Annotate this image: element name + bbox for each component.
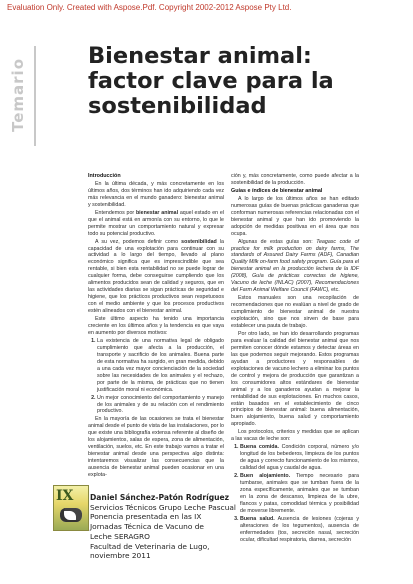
title-line: Bienestar animal:: [88, 43, 312, 69]
paragraph: Los protocolos, criterios y medidas que se aplican a las vacas de leche son:: [231, 429, 359, 443]
list-item: 1. La existencia de una normativa legal de obligado cumplimiento que afecta a la producción, el transporte y sacrificio de los animales. Buena parte de esta normativa ha surgido, en gran medida, debido a una cada vez mayor concienciación de la sociedad sobre las necesidades de los animales y el rechazo, por parte de la misma, de prácticas que no tienen justificación moral ni económica.: [97, 338, 224, 394]
list-item: 3. Buena salud. Ausencia de lesiones (cojeras y alteraciones de los tegumentos), ausencia de enfermedades (tos, secreción nasal, secreción ocular, dificultad respiratoria, diarrea, secreción: [240, 516, 359, 544]
paragraph: Entendemos por bienestar animal aquel estado en el que el animal está en armonía con su entorno, lo que le permite mostrar un comportamiento natural y expresar todo su potencial productivo.: [88, 209, 224, 237]
paragraph: En la última década, y más concretamente en los últimos años, dos términos han ido adquiriendo cada vez más relevancia en el mundo ganadero: bienestar animal y sostenibilidad.: [88, 180, 224, 208]
author-line: Leche SERAGRO: [90, 531, 150, 541]
left-column: [88, 173, 224, 480]
title-line: sostenibilidad: [88, 93, 267, 119]
paragraph: A lo largo de los últimos años se han editado numerosas guías de buenas prácticas ganaderas que conforman numerosas referencias relacionadas con el bienestar animal y que han ido promoviendo la adopción de medidas positivas en el área que nos ocupa.: [231, 195, 359, 237]
list-item: 2. Un mejor conocimiento del comportamiento y manejo de los animales y de su relación con el rendimiento productivo.: [97, 395, 224, 416]
paragraph: Por otro lado, se han ido desarrollando programas para evaluar la calidad del bienestar animal que nos permiten conocer dónde estamos y detectar áreas en las que podemos seguir mejorando. Estos programas ayudan a productores y responsables de explotaciones de vacuno lechero a eliminar los puntos de control y mejora de producción que garantizan a los consumidores altos estándares de bienestar animal y a los ganaderos ayudan a mejorar la rentabilidad de sus explotaciones. En muchos casos, están basados en el establecimiento de cinco principios de bienestar animal: buena alimentación, buen alojamiento, buena salud y comportamiento apropiado.: [231, 330, 359, 428]
section-label-text: Temario: [9, 57, 28, 133]
list-item: 1. Buena comida. Condición corporal, número y/o longitud de los bebederos, limpieza de los puntos de agua y correcto funcionamiento de los mismos, calidad del agua y caudal de agua.: [240, 444, 359, 472]
paragraph: A su vez, podemos definir como sostenibilidad la capacidad de una explotación para continuar con su actividad a lo largo del tiempo, llevado al plano económico significa que es imprescindible que sea rentable, si bien esta rentabilidad no se puede lograr de cualquier forma, debe conseguirse cumpliendo que los alimentos producidos sean de calidad y seguros, que en las actividades diarias se sigan prácticas de seguridad e higiene, que los prácticos productivos sean respetuosos con el medio ambiente y que los procesos productivos estén alineados con el bienestar animal.: [88, 238, 224, 315]
paragraph: Algunas de estas guías son: Teagasc code of practice for milk production on dairy farms, The standards of Assured Dairy Farms (ADF), Canadian Quality Milk on-farm food safety program. Guía para el bienestar animal en la producción lechera de la IDF (2008), Guía de prácticas correctas de higiene, Vacuno de leche (INLAC) (2007), Recomendaciones del Farm Animal Welfare Council (FAWC), etc.: [231, 238, 359, 294]
author-line: Servicios Técnicos Grupo Leche Pascual: [90, 502, 236, 512]
conference-poster-image: [53, 485, 89, 531]
cow-icon: [60, 508, 82, 522]
author-line: Facultad de Veterinaria de Lugo,: [90, 541, 210, 551]
guides-heading: Guías e índices de bienestar animal: [231, 187, 323, 194]
title-line: factor clave para la: [88, 68, 334, 94]
paragraph: ción y, más concretamente, como puede afectar a la sostenibilidad de la producción.: [231, 173, 359, 186]
numbered-list: [88, 338, 224, 415]
list-item: 2. Buen alojamiento. Tiempo necesario para tumbarse, animales que se tumban fuera de la zona específicamente, animales que se tumban en la zona de descanso, limpieza de la ubre, flancos y patas, comodidad térmica y posibilidad de moverse libremente.: [240, 473, 359, 515]
paragraph: En la mayoría de las ocasiones se trata el bienestar animal desde el punto de vista de las instalaciones, por lo que existe una bibliografía extensa referente al diseño de los alojamientos, salas de espera, zona de alimentación, ventilación, suelos, etc. En este trabajo vamos a tratar el bienestar animal desde una perspectiva algo distinta: intentaremos visualizar las consecuencias que la ausencia de bienestar animal pueden ocasionar en una explota-: [88, 416, 224, 479]
author-name: Daniel Sánchez-Patón Rodríguez: [90, 493, 230, 502]
author-line: noviembre 2011: [90, 551, 151, 561]
intro-heading: Introducción: [88, 173, 121, 179]
evaluation-watermark: Evaluation Only. Created with Aspose.Pdf. Copyright 2002-2012 Aspose Pty Ltd.: [7, 3, 292, 12]
poster-numeral: IX: [56, 488, 74, 504]
author-line: Ponencia presentada en las IX: [90, 512, 202, 522]
author-credit: [90, 493, 260, 561]
author-box: [53, 485, 253, 581]
article-title: [88, 44, 408, 119]
section-label: [2, 50, 34, 140]
author-line: Jornadas Técnica de Vacuno de: [90, 522, 204, 532]
paragraph: Este último aspecto ha tenido una importancia creciente en los últimos años y la tendencia es que vaya en aumento por diversos motivos:: [88, 316, 224, 336]
section-divider: [34, 46, 36, 146]
paragraph: Estos manuales son una recopilación de recomendaciones que no evalúan a nivel de grado de cumplimiento de bienestar animal de nuestra explotación, sino que nos sirven de base para establecer una pauta de trabajo.: [231, 295, 359, 330]
